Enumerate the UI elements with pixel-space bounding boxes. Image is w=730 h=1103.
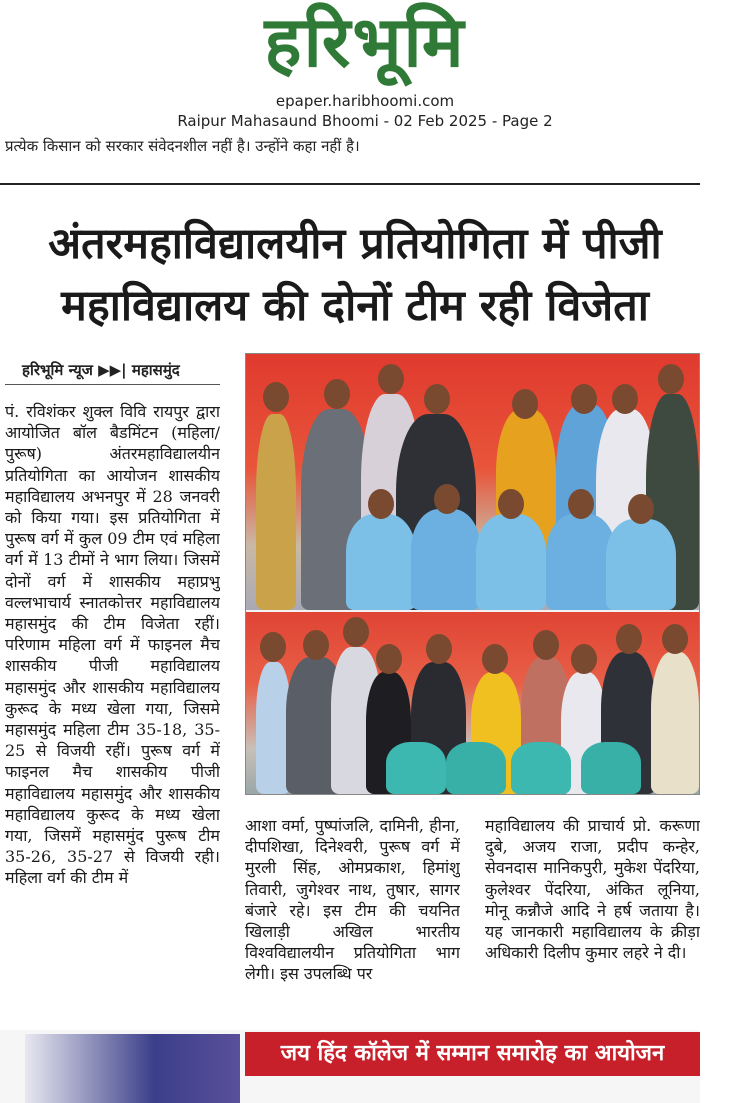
team-photo-bottom: [246, 612, 699, 794]
next-story-photo: [25, 1034, 240, 1103]
article-column-2: आशा वर्मा, पुष्पांजलि, दामिनी, हीना, दीपशिखा, दिनेश्वरी, पुरूष वर्ग में मुरली सिंह, ओमप्रकाश, हिमांशु तिवारी, जुगेश्वर नाथ, तुषार, सागर बंजारे रहे। इस टीम की चयनित खिलाड़ी अखिल भारतीय विश्वविद्यालयीन प्रतियोगिता भाग लेगी। इस उपलब्धि पर: [245, 816, 460, 984]
article-column-3: महाविद्यालय की प्राचार्य प्रो. करूणा दुबे, अजय राजा, प्रदीप कन्हेर, सेवनदास मानिकपुरी, मुकेश पेंदरिया, कुलेश्वर पेंदरिया, अंकित लूनिया, मोनू कन्नौजे आदि ने हर्ष जताया है। यह जानकारी महाविद्यालय के क्रीड़ा अधिकारी दिलीप कुमार लहरे ने दी।: [485, 816, 700, 963]
previous-story-line: प्रत्येक किसान को सरकार संवेदनशील नहीं है। उन्होंने कहा नहीं है।: [5, 137, 360, 155]
masthead-logo: हरिभूमि: [264, 1, 466, 83]
byline-divider: [5, 384, 220, 385]
next-story-headline: जय हिंद कॉलेज में सम्मान समारोह का आयोजन: [245, 1032, 700, 1076]
epaper-url[interactable]: epaper.haribhoomi.com: [275, 92, 455, 110]
byline: हरिभूमि न्यूज ▶▶| महासमुंद: [22, 361, 180, 379]
headline-line-1: अंतरमहाविद्यालयीन प्रतियोगिता में पीजी: [48, 219, 662, 269]
article-photo: [245, 353, 700, 795]
article-column-1: पं. रविशंकर शुक्ल विवि रायपुर द्वारा आयोजित बॉल बैडमिंटन (महिला/पुरूष) अंतरमहाविद्यालयीन प्रतियोगिता का आयोजन शासकीय महाविद्यालय अभनपुर में 28 जनवरी को किया गया। इस प्रतियोगिता में पुरूष वर्ग में कुल 09 टीम एवं महिला वर्ग में 13 टीमों ने भाग लिया। जिसमें दोनों वर्ग में शासकीय महाप्रभु वल्लभाचार्य स्नातकोत्तर महाविद्यालय महासमुंद की टीम विजेता रहीं। परिणाम महिला वर्ग में फाइनल मैच शासकीय पीजी महाविद्यालय महासमुंद और शासकीय महाविद्यालय कुरूद के मध्य खेला गया, जिसमे महासमुंद महिला टीम 35-18, 35-25 से विजयी रहीं। पुरूष वर्ग में फाइनल मैच शासकीय पीजी महाविद्यालय महासमुंद और शासकीय महाविद्यालय कुरूद के मध्य खेला गया, जिसमें महासमुंद पुरूष टीम 35-26, 35-27 से विजयी रही। महिला वर्ग की टीम में: [5, 402, 220, 888]
headline-line-2: महाविद्यालय की दोनों टीम रही विजेता: [61, 281, 649, 331]
team-photo-top: [246, 354, 699, 610]
divider-rule: [0, 183, 700, 185]
edition-info: Raipur Mahasaund Bhoomi - 02 Feb 2025 - Page 2: [177, 112, 553, 130]
